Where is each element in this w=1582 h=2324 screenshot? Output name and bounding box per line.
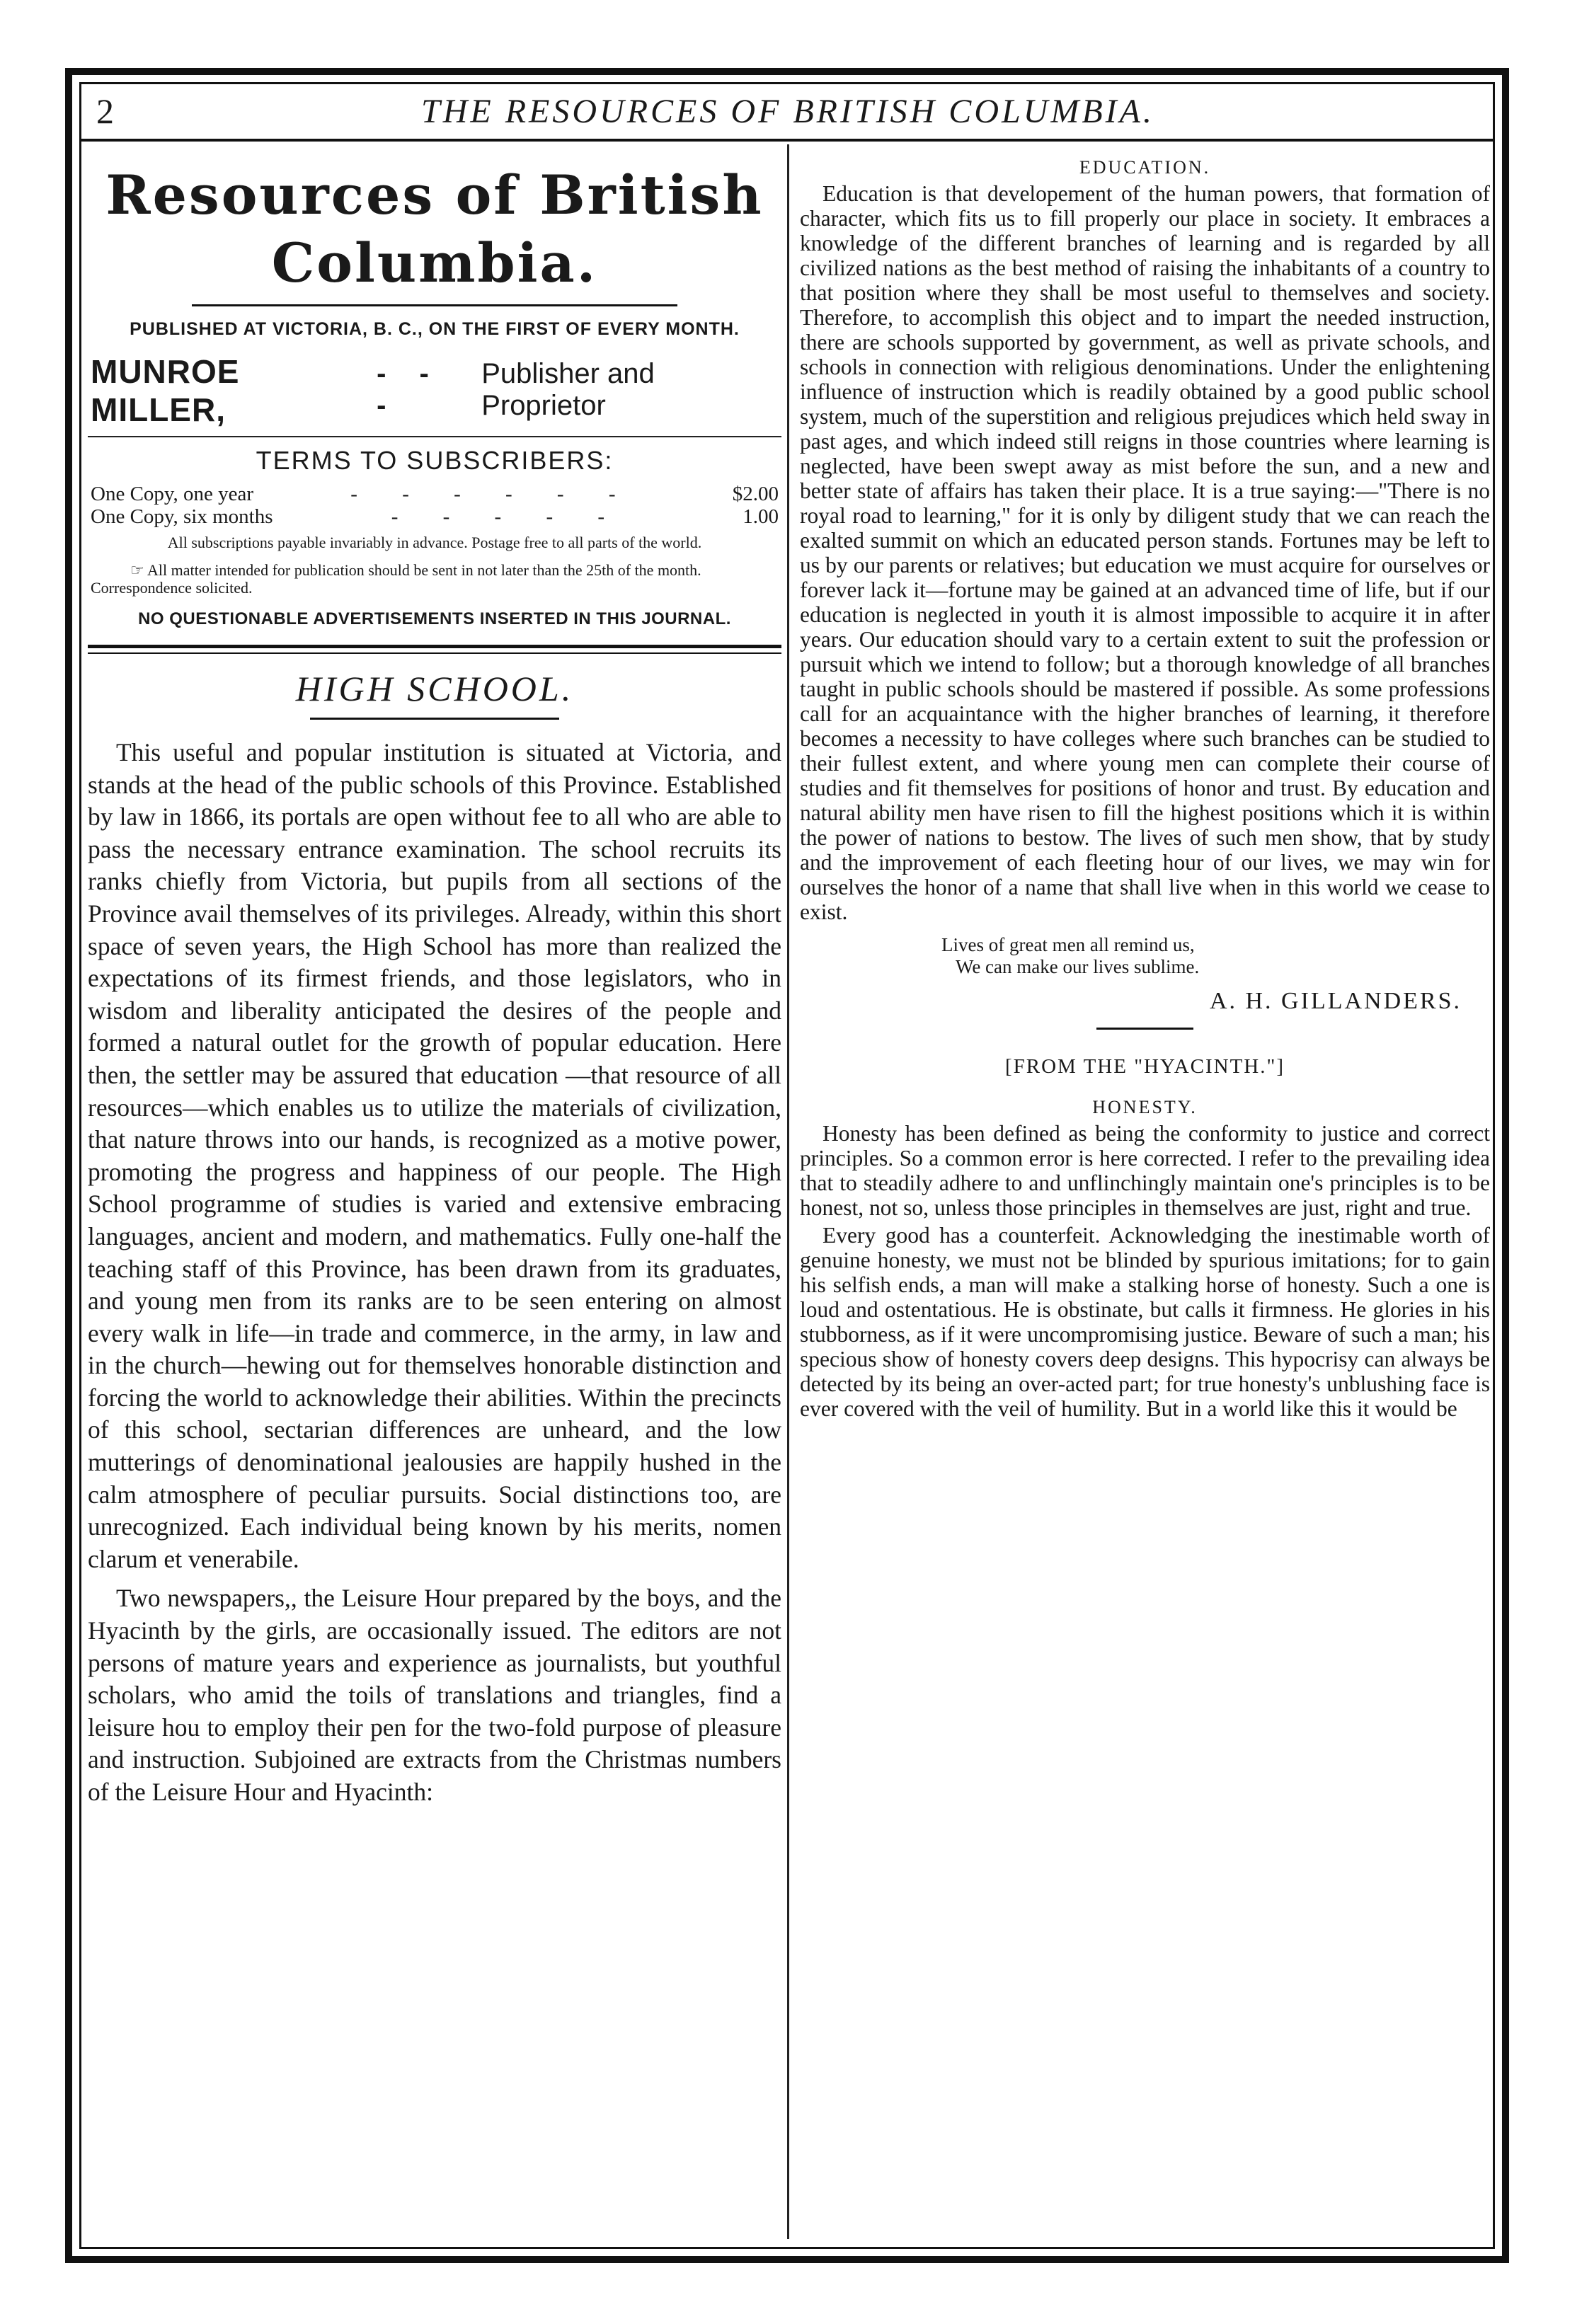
subscription-note: All subscriptions payable invariably in advance. Postage free to all parts of the world. bbox=[167, 534, 702, 551]
price-value: $2.00 bbox=[732, 483, 779, 505]
publisher-row bbox=[88, 352, 781, 429]
article-paragraph: Education is that developement of the human powers, that formation of character, which fits us to fill properly our place in society. It embraces a knowledge of the different branches of learning and is regarded by all civilized nations as the best method of raising the inhabitants of a country to that position where they shall be most useful to themselves and society. Therefore, to accomplish this object and to impart the needed instruction, there are schools supported by government, as well as private schools, and schools in connection with religious denominations. Under the enlightening influence of instruction which is readily obtained by a good public school system, much of the superstition and religious prejudices which held sway in past ages, and which indeed still reigns in those countries where learning is neglected, have been swept away as mist before the sun, and a new and better state of affairs has taken their place. It is a true saying:—"There is no royal road to learning," for it is only by diligent study that we can reach the exalted summit on which an educated person stands. Fortunes may be left to us by our parents or relatives; but education we must acquire for ourselves or forever lack it—fortune may be gained at an advanced time of life, but if our education is neglected in youth it is almost impossible to acquire it in after years. Our education should vary to a certain extent to suit the profession or pursuit which we intend to follow; but a thorough knowledge of all branches taught in public schools should be mastered if possible. As some professions call for an acquaintance with the higher branches of learning, it therefore becomes a necessity to have colleges where such branches can be studied to their fullest extent, and where young men can complete their course of studies and fit themselves for positions of honor and trust. By education and natural ability men have risen to fill the highest positions which it is within the power of nations to bestow. The lives of such men show, that by study and the improvement of each fleeting hour of our lives, we may win for ourselves the honor of a name that shall live when in this world we cease to exist. bbox=[800, 181, 1490, 924]
price-row bbox=[88, 483, 781, 505]
publisher-name: MUNROE MILLER, bbox=[91, 353, 240, 428]
price-label: One Copy, six months bbox=[91, 505, 273, 528]
article-paragraph: Honesty has been defined as being the conformity to justice and correct principles. So a common error is here corrected. I refer to the prevailing idea that to steadily adhere to and unflinchingly maintain one's principles is to be honest, not so, unless those principles in themselves are just, right and true. bbox=[800, 1121, 1490, 1220]
title-rule bbox=[310, 718, 560, 720]
published-line: PUBLISHED AT VICTORIA, B. C., ON THE FIRST OF EVERY MONTH. bbox=[130, 319, 740, 339]
masthead-double-rule bbox=[88, 645, 781, 654]
article-paragraph: Two newspapers,, the Leisure Hour prepared by the boys, and the Hyacinth by the girls, are occasionally issued. The editors are not persons of mature years and experience as journalists, but youthful scholars, who amid the toils of translations and triangles, find a leisure hou to employ their pen for the two-fold purpose of pleasure and instruction. Subjoined are extracts from the Christmas numbers of the Leisure Hour and Hyacinth: bbox=[88, 1584, 781, 1806]
author-signature: A. H. GILLANDERS. bbox=[1209, 988, 1462, 1014]
column-divider bbox=[787, 144, 789, 2239]
left-column bbox=[88, 146, 781, 2233]
price-label: One Copy, one year bbox=[91, 483, 254, 505]
running-header bbox=[91, 86, 1485, 137]
price-dots: - - - - - - bbox=[350, 483, 636, 505]
section-rule bbox=[1096, 1028, 1193, 1030]
article-paragraph: Every good has a counterfeit. Acknowledging the inestimable worth of genuine honesty, we must not be blinded by spurious imitations; for to gain his selfish ends, a man will make a stalking horse of honesty. Such a one is loud and ostentatious. He is obstinate, but calls it firmness. He glories in his stubborness, as if it were uncompromising justice. Beware of such a man; his specious show of honesty covers deep designs. This hypocrisy can always be detected by its being an over-acted part; for true honesty's unblushing face is ever covered with the veil of humility. But in a world like this it would be bbox=[800, 1223, 1490, 1421]
masthead-title: Resources of British Columbia. bbox=[105, 163, 764, 294]
verse-line: We can make our lives sublime. bbox=[956, 956, 1200, 977]
article-paragraph: This useful and popular institution is situated at Victoria, and stands at the head of the public schools of this Province. Established by law in 1866, its portals are open without fee to all who are able to pass the necessary entrance examination. The school recruits its ranks chiefly from Victoria, but pupils from all sections of the Province avail themselves of its privileges. Already, within this short space of seven years, the High School has more than realized the expectations of its firmest friends, and those legislators, who in wisdom and liberality anticipated the desires of the people and formed a natural outlet for the growth of popular education. Here then, the settler may be assured that education —that resource of all resources—which enables us to utilize the materials of civilization, that nature throws into our hands, is recognized as a motive power, promoting the progress and happiness of our people. The High School programme of studies is varied and extensive embracing languages, ancient and modern, and mathematics. Fully one-half the teaching staff of this Province, has been drawn from its graduates, and young men from its ranks are to be seen entering on almost every walk in life—in trade and commerce, in the army, in law and in the church—hewing out for themselves honorable distinction and forcing the world to acknowledge their abilities. Within the precincts of this school, sectarian differences are unheard, and the low mutterings of denominational jealousies are happily hushed in the calm atmosphere of peculiar pursuits. Social distinctions too, are unrecognized. Each individual being known by his merits, nomen clarum et venerabile. bbox=[88, 738, 781, 1573]
honesty-article bbox=[800, 1121, 1490, 1421]
terms-heading: TERMS TO SUBSCRIBERS: bbox=[256, 446, 614, 475]
source-line: [FROM THE "HYACINTH."] bbox=[1004, 1055, 1285, 1078]
right-column bbox=[800, 146, 1490, 2233]
verse-line: Lives of great men all remind us, bbox=[941, 934, 1195, 955]
running-title: THE RESOURCES OF BRITISH COLUMBIA. bbox=[421, 93, 1154, 130]
page-number: 2 bbox=[96, 91, 114, 131]
no-ads-notice: NO QUESTIONABLE ADVERTISEMENTS INSERTED IN THIS JOURNAL. bbox=[138, 609, 731, 628]
terms-rule bbox=[88, 436, 781, 437]
verse-quote bbox=[941, 934, 1490, 978]
masthead-rule bbox=[192, 304, 677, 306]
honesty-heading: HONESTY. bbox=[1092, 1097, 1198, 1117]
submission-note: ☞ All matter intended for publication should be sent in not later than the 25th of the month. Correspondence solicited. bbox=[91, 561, 701, 597]
price-row bbox=[88, 505, 781, 528]
education-article bbox=[800, 181, 1490, 924]
publisher-role: Publisher and Proprietor bbox=[481, 358, 655, 421]
high-school-article bbox=[88, 737, 781, 1809]
publisher-dashes: - - - bbox=[377, 358, 442, 421]
header-rule bbox=[79, 139, 1495, 142]
education-heading: EDUCATION. bbox=[1079, 157, 1211, 178]
price-dots: - - - - - bbox=[391, 505, 625, 528]
price-value: 1.00 bbox=[743, 505, 779, 528]
high-school-title: HIGH SCHOOL. bbox=[295, 669, 574, 708]
